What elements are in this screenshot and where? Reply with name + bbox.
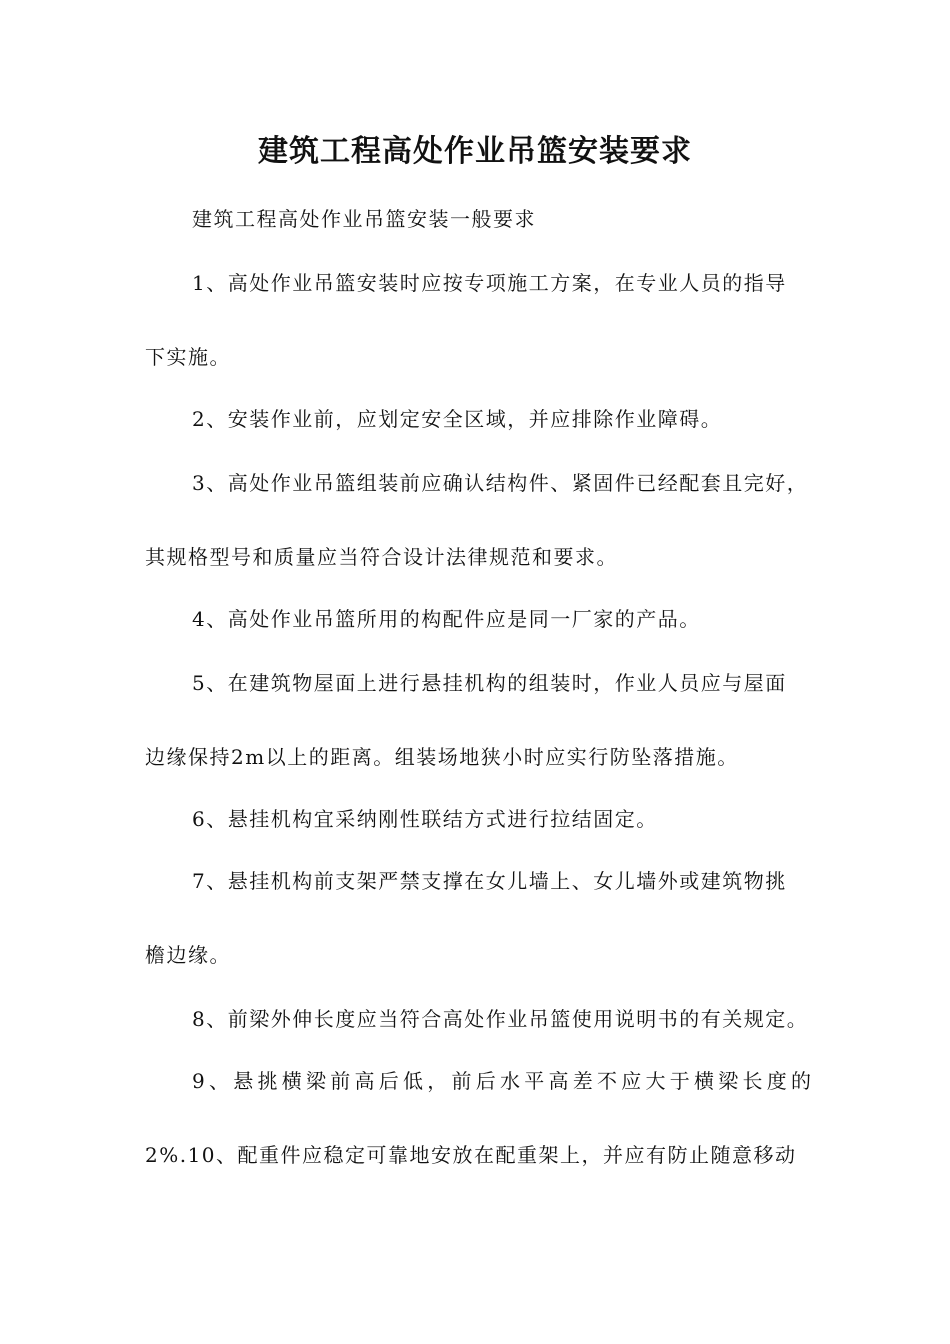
paragraph-line: 边缘保持2m以上的距离。组装场地狭小时应实行防坠落措施。 [145, 745, 739, 769]
paragraph-line: 2、安装作业前，应划定安全区域，并应排除作业障碍。 [192, 407, 723, 431]
paragraph-line: 其规格型号和质量应当符合设计法律规范和要求。 [145, 545, 618, 569]
paragraph-line: 2%.10、配重件应稳定可靠地安放在配重架上，并应有防止随意移动 [145, 1143, 797, 1167]
paragraph-line: 4、高处作业吊篮所用的构配件应是同一厂家的产品。 [192, 607, 701, 631]
paragraph-line: 1、高处作业吊篮安装时应按专项施工方案，在专业人员的指导 [192, 271, 787, 295]
paragraph-line: 檐边缘。 [145, 943, 231, 967]
paragraph-line: 8、前梁外伸长度应当符合高处作业吊篮使用说明书的有关规定。 [192, 1007, 809, 1031]
paragraph-line: 5、在建筑物屋面上进行悬挂机构的组装时，作业人员应与屋面 [192, 671, 787, 695]
paragraph-line: 9、悬挑横梁前高后低，前后水平高差不应大于横梁长度的 [192, 1069, 816, 1093]
paragraph-line: 下实施。 [145, 345, 231, 369]
paragraph-line: 7、悬挂机构前支架严禁支撑在女儿墙上、女儿墙外或建筑物挑 [192, 869, 787, 893]
paragraph-line: 3、高处作业吊篮组装前应确认结构件、紧固件已经配套且完好， [192, 471, 809, 495]
paragraph-line: 6、悬挂机构宜采纳刚性联结方式进行拉结固定。 [192, 807, 658, 831]
section-heading: 建筑工程高处作业吊篮安装一般要求 [192, 207, 536, 231]
document-title: 建筑工程高处作业吊篮安装要求 [258, 134, 692, 169]
